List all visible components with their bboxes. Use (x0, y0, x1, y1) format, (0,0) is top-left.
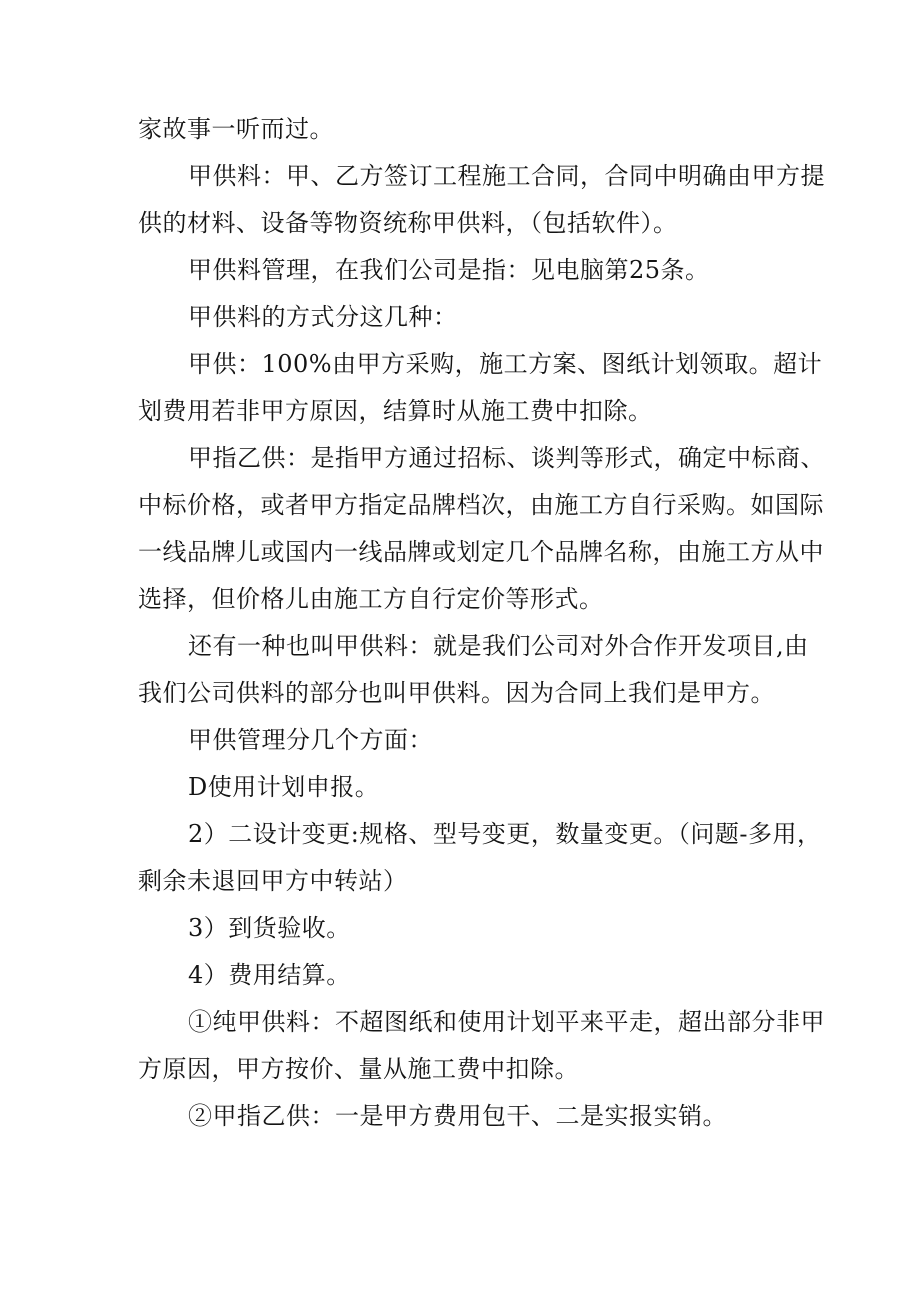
text-line-2: 甲供料：甲、乙方签订工程施工合同，合同中明确由甲方提 (188, 162, 825, 190)
text-line-14: 甲供管理分几个方面： (188, 726, 433, 754)
text-line-18: 3）到货验收。 (188, 914, 351, 942)
text-line-1: 家故事一听而过。 (138, 115, 334, 143)
text-line-11: 选择，但价格儿由施工方自行定价等形式。 (138, 585, 604, 613)
text-line-17: 剩余未退回甲方中转站） (138, 867, 408, 895)
text-line-19: 4）费用结算。 (188, 961, 351, 989)
text-line-8: 甲指乙供：是指甲方通过招标、谈判等形式，确定中标商、 (188, 444, 825, 472)
document-body (138, 106, 825, 1140)
text-line-7: 划费用若非甲方原因，结算时从施工费中扣除。 (138, 397, 653, 425)
text-line-22: ②甲指乙供：一是甲方费用包干、二是实报实销。 (188, 1102, 727, 1130)
text-line-15: D使用计划申报。 (188, 773, 380, 801)
text-line-12: 还有一种也叫甲供料：就是我们公司对外合作开发项目,由 (188, 632, 809, 660)
text-line-9: 中标价格，或者甲方指定品牌档次，由施工方自行采购。如国际 (138, 491, 824, 519)
text-line-20: ①纯甲供料：不超图纸和使用计划平来平走，超出部分非甲 (188, 1008, 825, 1036)
text-line-10: 一线品牌儿或国内一线品牌或划定几个品牌名称，由施工方从中 (138, 538, 824, 566)
text-line-13: 我们公司供料的部分也叫甲供料。因为合同上我们是甲方。 (138, 679, 775, 707)
text-line-16: 2）二设计变更:规格、型号变更，数量变更。（问题-多用， (188, 820, 822, 848)
text-line-6: 甲供：100%由甲方采购，施工方案、图纸计划领取。超计 (188, 350, 823, 378)
text-line-5: 甲供料的方式分这几种： (188, 303, 458, 331)
text-line-3: 供的材料、设备等物资统称甲供料，（包括软件）。 (138, 209, 678, 237)
text-line-21: 方原因，甲方按价、量从施工费中扣除。 (138, 1055, 579, 1083)
text-line-4: 甲供料管理，在我们公司是指：见电脑第25条。 (188, 256, 710, 284)
